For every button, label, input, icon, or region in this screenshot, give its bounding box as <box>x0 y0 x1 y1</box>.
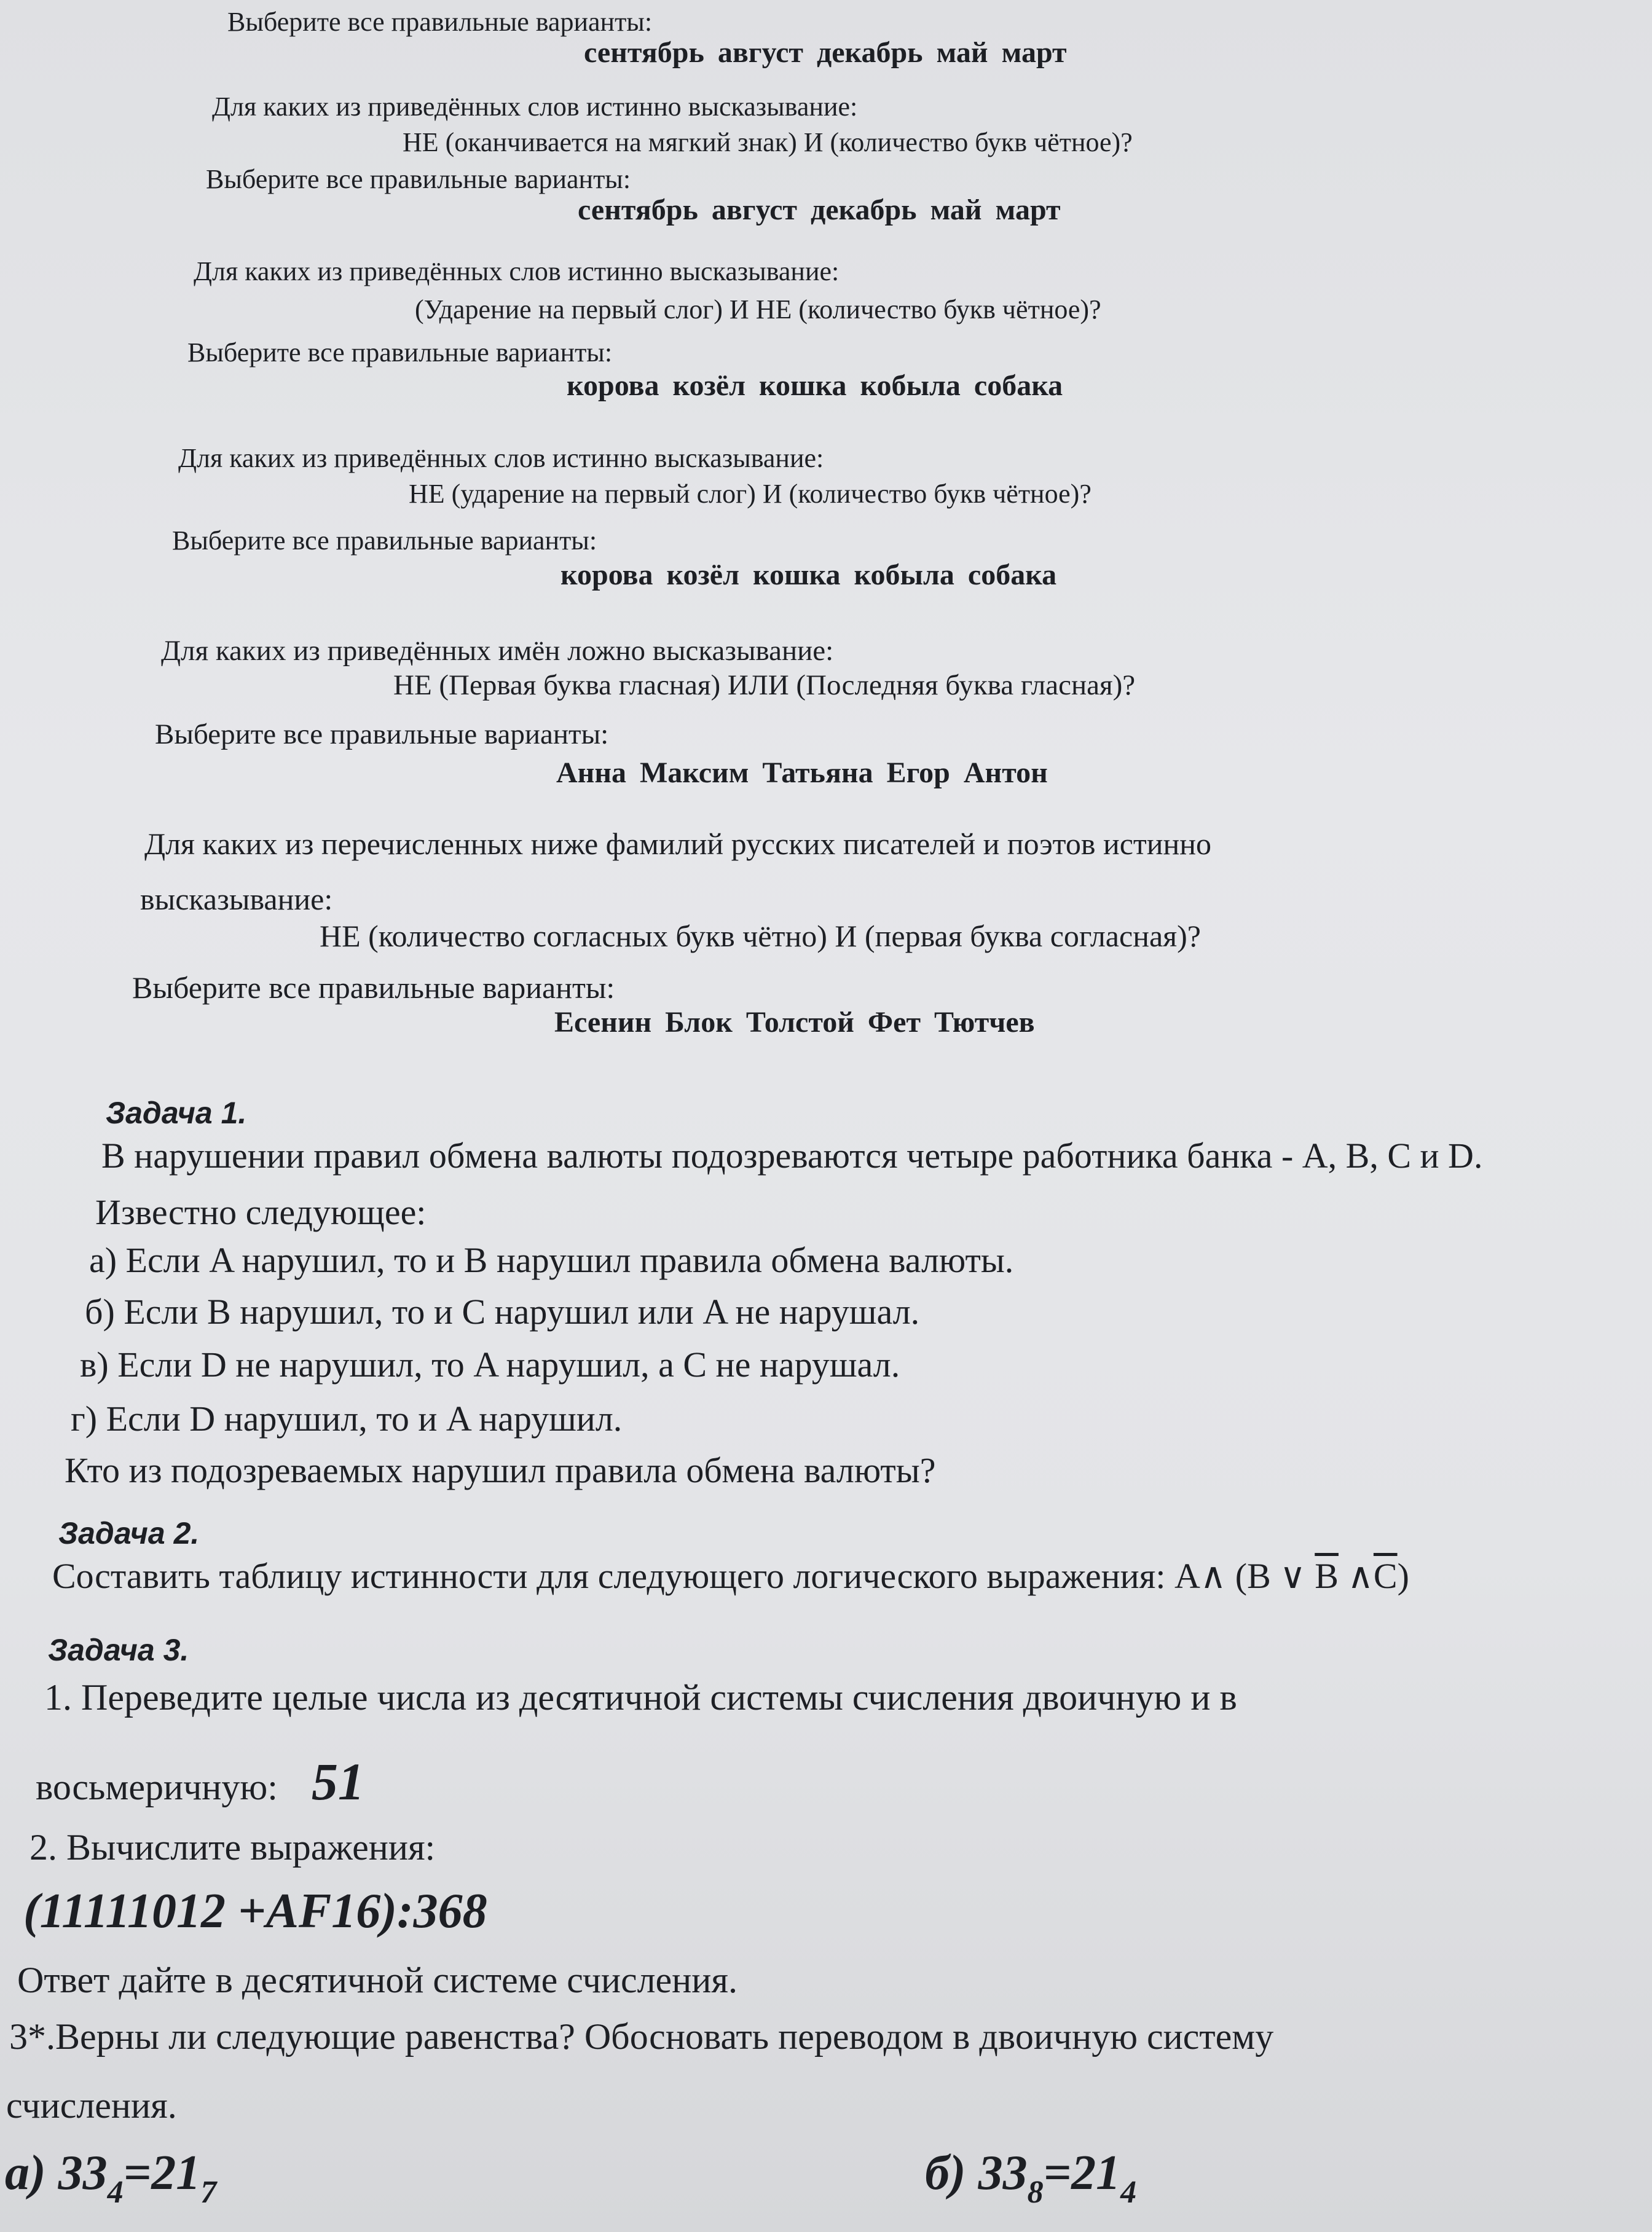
block-1-question: Для каких из приведённых слов истинно высказывание: <box>212 92 858 122</box>
block-5-question: Для каких из перечисленных ниже фамилий русских писателей и поэтов истинно <box>144 827 1212 861</box>
task-1-line-2: Известно следующее: <box>95 1192 427 1232</box>
task-2-text-main: Составить таблицу истинности для следующего логического выражения: A∧ (B ∨ <box>52 1556 1315 1596</box>
eq-b-prefix: б) 33 <box>925 2146 1028 2200</box>
block-2-options: корова козёл кошка кобыла собака <box>567 369 1063 402</box>
block-1-options: сентябрь август декабрь май март <box>578 194 1061 226</box>
block-4-condition: НЕ (Первая буква гласная) ИЛИ (Последняя буква гласная)? <box>393 669 1136 701</box>
block-1-prompt: Выберите все правильные варианты: <box>206 164 631 194</box>
task-3-equation-b <box>925 2148 1136 2209</box>
task-3-heading: Задача 3. <box>48 1633 189 1667</box>
task-2-close-paren: ) <box>1397 1556 1409 1596</box>
block-4-prompt: Выберите все правильные варианты: <box>155 718 609 750</box>
task-3-line-3: 2. Вычислите выражения: <box>30 1827 436 1868</box>
block-0-prompt: Выберите все правильные варианты: <box>227 7 653 37</box>
block-3-options: корова козёл кошка кобыла собака <box>560 559 1057 591</box>
eq-b-mid: =21 <box>1043 2146 1121 2200</box>
block-5-options: Есенин Блок Толстой Фет Тютчев <box>554 1006 1035 1039</box>
task-2-heading: Задача 2. <box>58 1516 200 1550</box>
task-1-heading: Задача 1. <box>106 1096 247 1130</box>
task-1-item-g: г) Если D нарушил, то и A нарушил. <box>71 1399 623 1439</box>
eq-a-prefix: а) 33 <box>5 2146 108 2200</box>
block-3-question: Для каких из приведённых слов истинно высказывание: <box>178 443 824 473</box>
eq-a-mid: =21 <box>123 2146 201 2200</box>
task-3-line-1: 1. Переведите целые числа из десятичной системы счисления двоичную и в <box>44 1677 1237 1718</box>
block-2-question: Для каких из приведённых слов истинно высказывание: <box>194 256 840 286</box>
block-5-question-cont: высказывание: <box>140 882 333 916</box>
task-3-equation-a <box>5 2148 216 2209</box>
task-3-number: 51 <box>311 1752 364 1811</box>
task-1-item-a: а) Если A нарушил, то и B нарушил правила обмена валюты. <box>89 1240 1014 1280</box>
eq-a-sub-1: 4 <box>107 2175 124 2210</box>
task-2-and-symbol: ∧ <box>1338 1556 1374 1596</box>
block-1-condition: НЕ (оканчивается на мягкий знак) И (количество букв чётное)? <box>403 127 1133 157</box>
eq-b-sub-1: 8 <box>1027 2175 1044 2210</box>
block-5-condition: НЕ (количество согласных букв чётно) И (первая буква согласная)? <box>320 919 1201 953</box>
block-2-prompt: Выберите все правильные варианты: <box>187 337 613 367</box>
block-2-condition: (Ударение на первый слог) И НЕ (количество букв чётное)? <box>415 294 1101 324</box>
task-1-line-1: В нарушении правил обмена валюты подозреваются четыре работника банка - A, B, C и D. <box>101 1136 1483 1176</box>
task-3-line-4: Ответ дайте в десятичной системе счисления. <box>17 1960 738 2000</box>
task-3-expression: (11111012 +AF16):368 <box>23 1884 487 1938</box>
block-5-prompt: Выберите все правильные варианты: <box>132 970 615 1005</box>
block-4-question: Для каких из приведённых имён ложно высказывание: <box>161 635 834 667</box>
block-4-options: Анна Максим Татьяна Егор Антон <box>556 756 1048 789</box>
block-3-prompt: Выберите все правильные варианты: <box>172 525 597 556</box>
task-1-question: Кто из подозреваемых нарушил правила обмена валюты? <box>65 1450 936 1490</box>
task-3-line-2 <box>36 1752 364 1811</box>
task-1-item-v: в) Если D не нарушил, то A нарушил, а C не нарушал. <box>80 1345 900 1385</box>
block-3-condition: НЕ (ударение на первый слог) И (количество букв чётное)? <box>409 479 1092 509</box>
task-2-not-c: $\overline{C}$ <box>1373 1556 1398 1596</box>
eq-b-sub-2: 4 <box>1120 2175 1137 2210</box>
block-0-options: сентябрь август декабрь май март <box>584 36 1067 69</box>
eq-a-sub-2: 7 <box>200 2175 217 2210</box>
task-3-line-6: счисления. <box>6 2085 177 2126</box>
task-2-not-b: $\overline{B}$ <box>1315 1556 1339 1596</box>
task-3-line-2-text: восьмеричную: <box>36 1767 278 1807</box>
task-2-text <box>52 1558 1409 1594</box>
task-1-item-b: б) Если B нарушил, то и C нарушил или A не нарушал. <box>85 1292 920 1332</box>
task-3-line-5: 3*.Верны ли следующие равенства? Обосновать переводом в двоичную систему <box>9 2016 1274 2057</box>
